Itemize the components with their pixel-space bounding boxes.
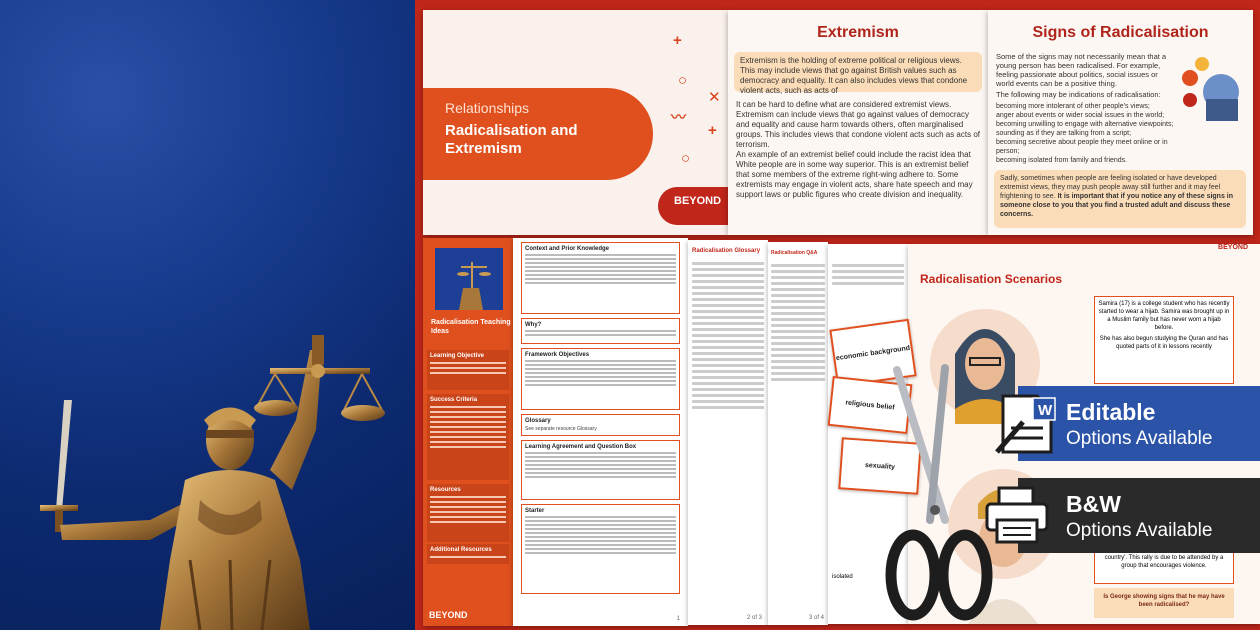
section-heading: Framework Objectives — [525, 352, 590, 358]
section-heading: Why? — [525, 322, 542, 328]
section-heading: Starter — [525, 508, 545, 514]
circle-icon: ○ — [678, 72, 688, 89]
framework-section — [521, 348, 680, 410]
additional-resources-heading: Additional Resources — [430, 547, 492, 553]
section-heading: Context and Prior Knowledge — [525, 246, 610, 252]
social-media-illustration — [1176, 54, 1246, 124]
bw-badge[interactable] — [1018, 478, 1260, 553]
section-heading: Learning Agreement and Question Box — [525, 444, 637, 450]
learning-objective-block — [427, 350, 509, 390]
scenario-text: She has also begun studying the Quran and has quoted parts of it in lessons recently — [1099, 336, 1229, 350]
signs-warning-box — [994, 170, 1246, 228]
section-heading: Glossary — [525, 418, 551, 424]
beyond-logo: BEYOND — [429, 610, 468, 620]
page-number: 1 — [676, 616, 680, 622]
thumbnail-image — [435, 248, 503, 310]
qa-title: Radicalisation Q&A — [771, 250, 818, 256]
context-section — [521, 242, 680, 314]
success-criteria-heading: Success Criteria — [430, 397, 478, 403]
scenarios-title: Radicalisation Scenarios — [920, 272, 1063, 286]
extremism-slide — [728, 10, 988, 235]
list-item: becoming isolated from family and friends. — [996, 157, 1128, 164]
cross-icon: ✕ — [708, 89, 721, 106]
signs-warning-text: Sadly, sometimes when people are feeling isolated or have developed extremist views, they may push people away still further and it may feel frightening to see. — [1000, 175, 1221, 200]
samira-scenario — [1094, 296, 1234, 384]
discussion-question: Is George showing signs that he may have been radicalised? — [1094, 588, 1234, 618]
card-text: isolated — [832, 574, 853, 580]
plus-icon: + — [708, 122, 717, 139]
extremism-para-1: It can be hard to define what are considered extremist views. Extremism can include views that go against values of democracy and equality and cause harm towards others, often marginalised groups. This includes views that condone violent acts such as acts of terrorism. — [736, 100, 980, 149]
signs-title: Signs of Radicalisation — [1032, 24, 1209, 41]
printer-icon — [983, 484, 1055, 546]
starter-section — [521, 504, 680, 594]
statue-illustration — [0, 0, 415, 630]
resources-heading: Resources — [430, 487, 461, 493]
signs-slide — [988, 10, 1253, 235]
teaching-ideas-doc — [423, 238, 513, 626]
glossary-section — [521, 414, 680, 436]
agreement-section — [521, 440, 680, 500]
why-section — [521, 318, 680, 344]
statue-thumbnail — [435, 248, 503, 310]
glossary-text: See separate resource Glossary — [525, 426, 597, 432]
signs-intro: Some of the signs may not necessarily mean that a young person has been radicalised. For example, feeling passionate about politics, social issues or world events can be a positive thing. — [996, 52, 1167, 88]
page-number: 3 of 4 — [808, 615, 824, 621]
page-number: 2 of 3 — [746, 615, 762, 621]
glossary-title: Radicalisation Glossary — [692, 248, 761, 254]
plus-icon: + — [673, 32, 682, 49]
list-item: becoming more intolerant of other people's views; — [996, 103, 1150, 110]
svg-text:W: W — [1038, 402, 1053, 419]
slide-title: Radicalisation and Extremism — [445, 122, 578, 157]
signs-list — [996, 102, 1176, 165]
word-document-icon — [993, 392, 1063, 456]
lesson-plan-doc — [513, 238, 688, 626]
list-item: becoming secretive about people they meet online or in person; — [996, 139, 1168, 155]
bw-title: B&W — [1066, 491, 1121, 517]
extremism-definition: Extremism is the holding of extreme political or religious views. This may include views that go against British values such as democracy and equality. It can also includes views that condone violent acts, such as acts of — [734, 52, 982, 92]
extremism-para-2: An example of an extremist belief could include the racist idea that White people are in some way superior. This is an extremist belief that some members of the extreme right-wing adhere to. Some extremists may engage in violent acts, share hate speech and may support laws or public figures who create division and inequality. — [736, 150, 973, 199]
slide-subject: Relationships — [445, 100, 530, 116]
success-criteria-block — [427, 394, 509, 480]
resources-block — [427, 484, 509, 542]
signs-warning-bold: It is important that if you notice any of these signs in someone close to you that you find a trusted adult and discuss these concerns. — [1000, 193, 1234, 218]
bw-subtitle: Options Available — [1066, 520, 1213, 541]
scissors-icon — [875, 360, 995, 630]
additional-resources-block — [427, 544, 509, 564]
editable-subtitle: Options Available — [1066, 428, 1213, 449]
teaching-ideas-title: Radicalisation Teaching Ideas — [431, 319, 511, 335]
extremism-title: Extremism — [817, 24, 899, 41]
beyond-logo: BEYOND — [1218, 244, 1248, 251]
scenario-text: Samira (17) is a college student who has recently started to wear a hijab. Samira was brought up in a Muslim family but has never worn a hijab before. — [1098, 301, 1230, 331]
title-slide — [423, 10, 728, 235]
list-item: anger about events or wider social issues in the world; — [996, 112, 1165, 119]
beyond-logo: BEYOND — [658, 187, 728, 225]
editable-badge[interactable] — [1018, 386, 1260, 461]
qa-doc — [768, 242, 828, 625]
learning-objective-heading: Learning Objective — [430, 353, 485, 359]
circle-icon: ○ — [681, 150, 691, 167]
wave-icon: 〰 — [671, 109, 687, 126]
sort-card: sexuality — [838, 437, 921, 494]
lady-justice-image — [0, 0, 415, 630]
list-item: becoming unwilling to engage with alternative viewpoints; — [996, 121, 1174, 128]
signs-list-intro: The following may be indications of radicalisation: — [996, 90, 1161, 99]
george-scenario: country'. This rally is due to be attended by a group that encourages violence. — [1094, 542, 1234, 584]
sort-card: economic background — [829, 319, 916, 388]
editable-title: Editable — [1066, 399, 1156, 425]
sort-card: religious belief — [828, 376, 913, 434]
list-item: sounding as if they are talking from a script; — [996, 130, 1132, 137]
glossary-doc — [688, 240, 768, 625]
